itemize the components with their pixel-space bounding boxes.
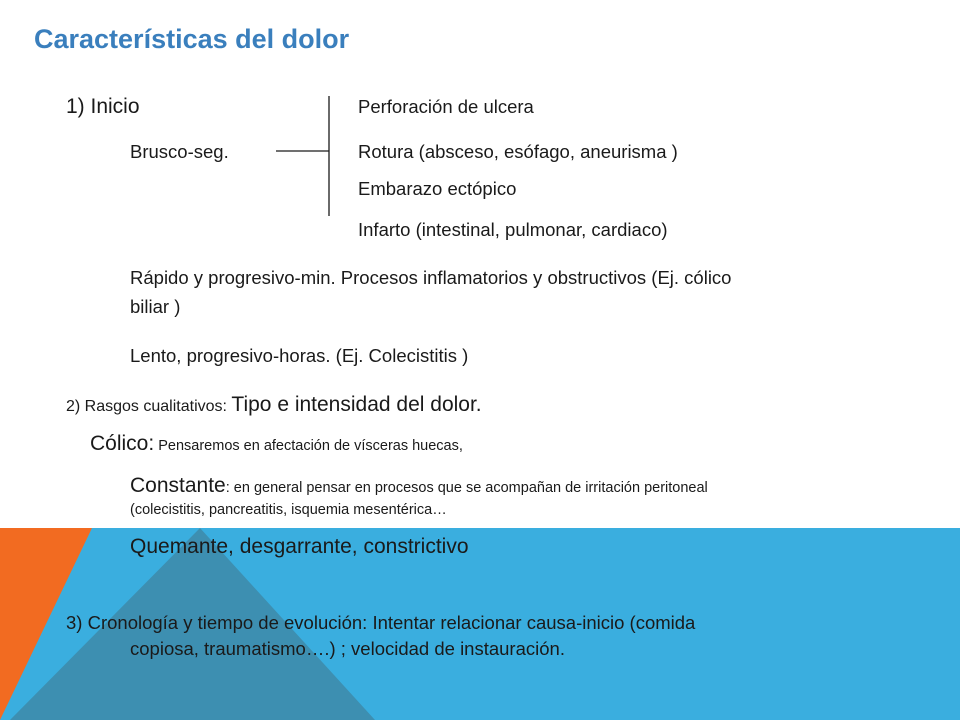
constante-label: Constante <box>130 474 226 497</box>
cronologia-line-1: 3) Cronología y tiempo de evolución: Intentar relacionar causa-inicio (comida <box>66 612 696 633</box>
rapido-line-1: Rápido y progresivo-min. Procesos inflamatorios y obstructivos (Ej. cólico <box>130 267 732 288</box>
slide-title: Características del dolor <box>34 24 350 54</box>
colico-text: Pensaremos en afectación de vísceras huecas, <box>154 438 463 454</box>
cronologia-line-2: copiosa, traumatismo….) ; velocidad de instauración. <box>130 638 565 659</box>
colico-line <box>90 432 463 456</box>
rasgos-heading-large: Tipo e intensidad del dolor. <box>231 393 482 416</box>
lento-line: Lento, progresivo-horas. (Ej. Colecistitis ) <box>130 345 469 366</box>
constante-text: : en general pensar en procesos que se acompañan de irritación peritoneal <box>225 480 708 496</box>
rapido-line-2: biliar ) <box>130 296 181 317</box>
cause-infarto: Infarto (intestinal, pulmonar, cardiaco) <box>358 219 668 240</box>
brusco-label: Brusco-seg. <box>130 141 229 162</box>
inicio-heading: 1) Inicio <box>66 95 140 118</box>
rasgos-heading <box>66 393 482 417</box>
cause-rotura: Rotura (absceso, esófago, aneurisma ) <box>358 141 678 162</box>
colico-label: Cólico: <box>90 432 155 455</box>
constante-line-2: (colecistitis, pancreatitis, isquemia mesentérica… <box>130 502 447 518</box>
cause-perforacion: Perforación de ulcera <box>358 96 534 117</box>
rasgos-heading-small: 2) Rasgos cualitativos: <box>66 398 232 415</box>
constante-line <box>130 474 708 498</box>
quemante-line: Quemante, desgarrante, constrictivo <box>130 535 469 558</box>
cause-embarazo: Embarazo ectópico <box>358 178 517 199</box>
